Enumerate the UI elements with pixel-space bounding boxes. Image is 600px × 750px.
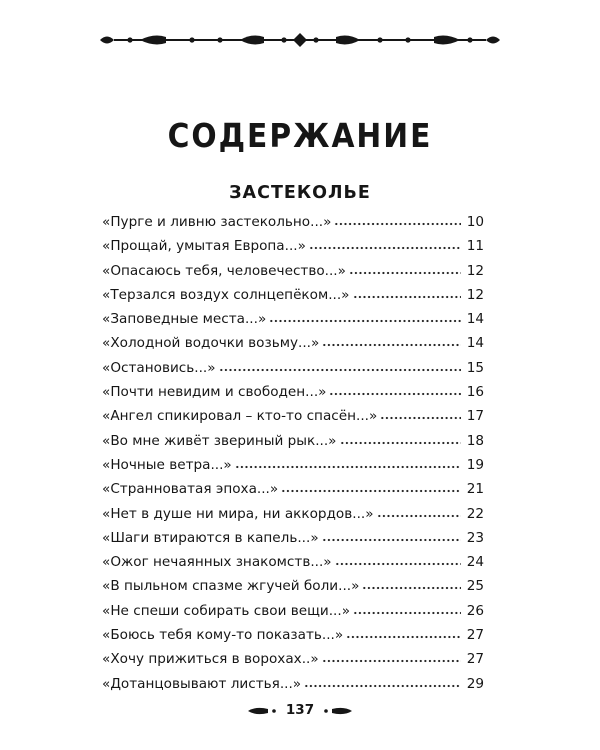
toc-entry — [102, 621, 484, 645]
toc-entry — [102, 475, 484, 499]
toc-entry — [102, 354, 484, 378]
toc-entry — [102, 257, 484, 281]
toc-dot-leader — [219, 356, 461, 374]
toc-dot-leader — [349, 259, 461, 277]
toc-dot-leader — [340, 429, 461, 447]
toc-entry — [102, 548, 484, 572]
toc-entry-page: 12 — [466, 262, 484, 279]
toc-dot-leader — [322, 331, 460, 349]
toc-entry-page: 21 — [466, 481, 484, 498]
toc-entry-title: «Пурге и ливню застекольно...» — [102, 214, 332, 230]
toc-entry-page: 26 — [466, 602, 484, 619]
toc-entry-page: 22 — [466, 505, 484, 522]
toc-entry — [102, 281, 484, 305]
toc-entry-page: 25 — [466, 578, 484, 595]
toc-entry — [102, 670, 484, 694]
toc-entry — [102, 500, 484, 524]
toc-entry-page: 29 — [466, 675, 484, 692]
toc-entry — [102, 232, 484, 256]
toc-entry-page: 16 — [466, 384, 484, 401]
toc-entry — [102, 329, 484, 353]
header-ornament-icon — [100, 28, 500, 52]
toc-entry-title: «Странноватая эпоха...» — [102, 481, 279, 498]
toc-entry-page: 19 — [466, 456, 484, 473]
toc-dot-leader — [309, 234, 461, 252]
toc-entry-title: «Опасаюсь тебя, человечество...» — [102, 262, 346, 279]
toc-entry-title: «Остановись...» — [102, 359, 216, 376]
toc-entry-title: «Терзался воздух солнцепёком...» — [102, 286, 350, 303]
toc-entry-title: «Холодной водочки возьму...» — [102, 335, 320, 352]
toc-entry — [102, 572, 484, 596]
toc-entry — [102, 524, 484, 548]
toc-entry — [102, 645, 484, 669]
toc-entry-title: «Ночные ветра...» — [102, 456, 232, 473]
page-title: СОДЕРЖАНИЕ — [167, 116, 433, 155]
toc-entry-title: «Хочу прижиться в ворохах..» — [102, 651, 319, 668]
toc-entry — [102, 597, 484, 621]
toc-dot-leader — [380, 404, 460, 422]
toc-dot-leader — [235, 453, 461, 471]
toc-dot-leader — [334, 210, 460, 228]
toc-entry-title: «Не спеши собирать свои вещи...» — [102, 602, 351, 619]
toc-entry — [102, 208, 484, 232]
toc-dot-leader — [281, 477, 460, 495]
toc-entry-page: 12 — [466, 286, 484, 303]
toc-dot-leader — [377, 502, 461, 520]
toc-entry-page: 18 — [466, 432, 484, 449]
section-heading: ЗАСТЕКОЛЬЕ — [229, 183, 371, 203]
toc-dot-leader — [353, 283, 461, 301]
toc-entry-title: «Ожог нечаянных знакомств...» — [102, 554, 332, 571]
toc-dot-leader — [362, 574, 460, 592]
toc-entry-title: «Почти невидим и свободен...» — [102, 384, 327, 401]
toc-entry — [102, 378, 484, 402]
page-number: 137 — [285, 702, 315, 718]
toc-entry-page: 11 — [466, 238, 484, 255]
toc-entry-page: 27 — [466, 627, 484, 644]
toc-entry-title: «Во мне живёт звериный рык...» — [102, 432, 337, 449]
toc-entry — [102, 305, 484, 329]
toc-list — [102, 208, 484, 694]
toc-dot-leader — [322, 526, 461, 544]
toc-entry-page: 27 — [466, 651, 484, 668]
toc-entry-page: 10 — [466, 214, 484, 230]
toc-entry-title: «В пыльном спазме жгучей боли...» — [102, 578, 360, 595]
toc-dot-leader — [269, 307, 460, 325]
page-footer — [220, 700, 380, 722]
toc-entry-title: «Заповедные места...» — [102, 311, 267, 328]
toc-dot-leader — [322, 647, 461, 665]
toc-entry-title: «Боюсь тебя кому-то показать...» — [102, 627, 344, 644]
toc-entry-title: «Нет в душе ни мира, ни аккордов...» — [102, 505, 374, 522]
toc-entry-page: 24 — [466, 554, 484, 571]
toc-entry — [102, 427, 484, 451]
toc-entry-title: «Прощай, умытая Европа...» — [102, 238, 306, 255]
toc-entry — [102, 451, 484, 475]
toc-dot-leader — [346, 623, 461, 641]
toc-entry-title: «Дотанцовывают листья...» — [102, 675, 302, 692]
toc-entry — [102, 402, 484, 426]
toc-dot-leader — [304, 672, 461, 690]
toc-entry-page: 14 — [466, 335, 484, 352]
toc-dot-leader — [353, 599, 461, 617]
toc-entry-page: 15 — [466, 359, 484, 376]
toc-entry-title: «Шаги втираются в капель...» — [102, 529, 319, 546]
toc-entry-page: 23 — [466, 529, 484, 546]
toc-entry-title: «Ангел спикировал – кто-то спасён...» — [102, 408, 378, 425]
toc-dot-leader — [329, 380, 460, 398]
toc-entry-page: 14 — [466, 311, 484, 328]
toc-entry-page: 17 — [466, 408, 484, 425]
toc-dot-leader — [335, 550, 461, 568]
